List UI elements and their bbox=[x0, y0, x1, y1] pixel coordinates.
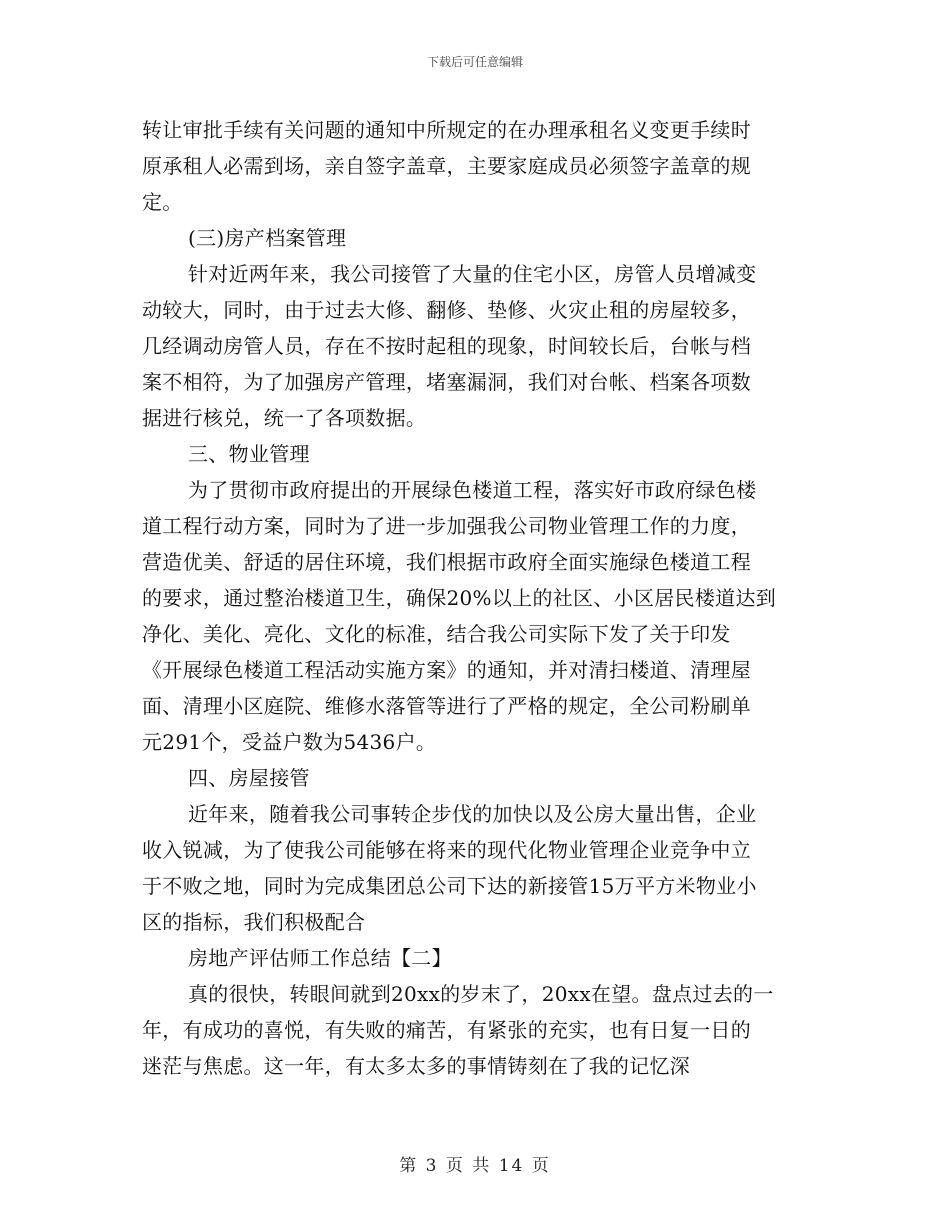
text-line: 于不败之地，同时为完成集团总公司下达的新接管15万平方米物业小 bbox=[142, 874, 757, 898]
text-line: 区的指标，我们积极配合 bbox=[142, 910, 366, 934]
text-line: 转让审批手续有关问题的通知中所规定的在办理承租名义变更手续时 bbox=[142, 118, 751, 142]
text-line: 真的很快，转眼间就到20xx的岁末了，20xx在望。盘点过去的一 bbox=[188, 982, 774, 1006]
text-line: 收入锐减，为了使我公司能够在将来的现代化物业管理企业竞争中立 bbox=[142, 838, 751, 862]
text-line: 几经调动房管人员，存在不按时起租的现象，时间较长后，台帐与档 bbox=[142, 334, 751, 358]
text-line: 房地产评估师工作总结【二】 bbox=[188, 946, 452, 970]
text-line: 净化、美化、亮化、文化的标准，结合我公司实际下发了关于印发 bbox=[142, 622, 731, 646]
text-line: 定。 bbox=[142, 190, 183, 214]
text-line: 营造优美、舒适的居住环境，我们根据市政府全面实施绿色楼道工程 bbox=[142, 550, 751, 574]
text-line: 近年来，随着我公司事转企步伐的加快以及公房大量出售，企业 bbox=[188, 802, 757, 826]
text-line: 四、房屋接管 bbox=[188, 766, 310, 790]
page-header-note: 下载后可任意编辑 bbox=[426, 55, 523, 69]
text-line: 年，有成功的喜悦，有失败的痛苦，有紧张的充实，也有日复一日的 bbox=[142, 1018, 751, 1042]
text-line: 动较大，同时，由于过去大修、翻修、垫修、火灾止租的房屋较多， bbox=[142, 298, 751, 322]
text-line: 原承租人必需到场，亲自签字盖章，主要家庭成员必须签字盖章的规 bbox=[142, 154, 751, 178]
text-line: (三)房产档案管理 bbox=[188, 226, 347, 250]
text-line: 的要求，通过整治楼道卫生，确保20%以上的社区、小区居民楼道达到 bbox=[142, 586, 777, 610]
text-line: 为了贯彻市政府提出的开展绿色楼道工程，落实好市政府绿色楼 bbox=[188, 478, 757, 502]
text-line: 迷茫与焦虑。这一年，有太多太多的事情铸刻在了我的记忆深 bbox=[142, 1054, 691, 1078]
text-line: 针对近两年来，我公司接管了大量的住宅小区，房管人员增减变 bbox=[188, 262, 757, 286]
text-line: 道工程行动方案，同时为了进一步加强我公司物业管理工作的力度， bbox=[142, 514, 751, 538]
document-body bbox=[142, 112, 810, 1084]
text-line: 元291个，受益户数为5436户。 bbox=[142, 730, 437, 754]
text-line: 案不相符，为了加强房产管理，堵塞漏洞，我们对台帐、档案各项数 bbox=[142, 370, 751, 394]
text-line: 《开展绿色楼道工程活动实施方案》的通知，并对清扫楼道、清理屋 bbox=[142, 658, 751, 682]
text-line: 三、物业管理 bbox=[188, 442, 310, 466]
page-number: 第 3 页 共 14 页 bbox=[399, 1156, 551, 1176]
text-line: 据进行核兑，统一了各项数据。 bbox=[142, 406, 427, 430]
text-line: 面、清理小区庭院、维修水落管等进行了严格的规定，全公司粉刷单 bbox=[142, 694, 751, 718]
